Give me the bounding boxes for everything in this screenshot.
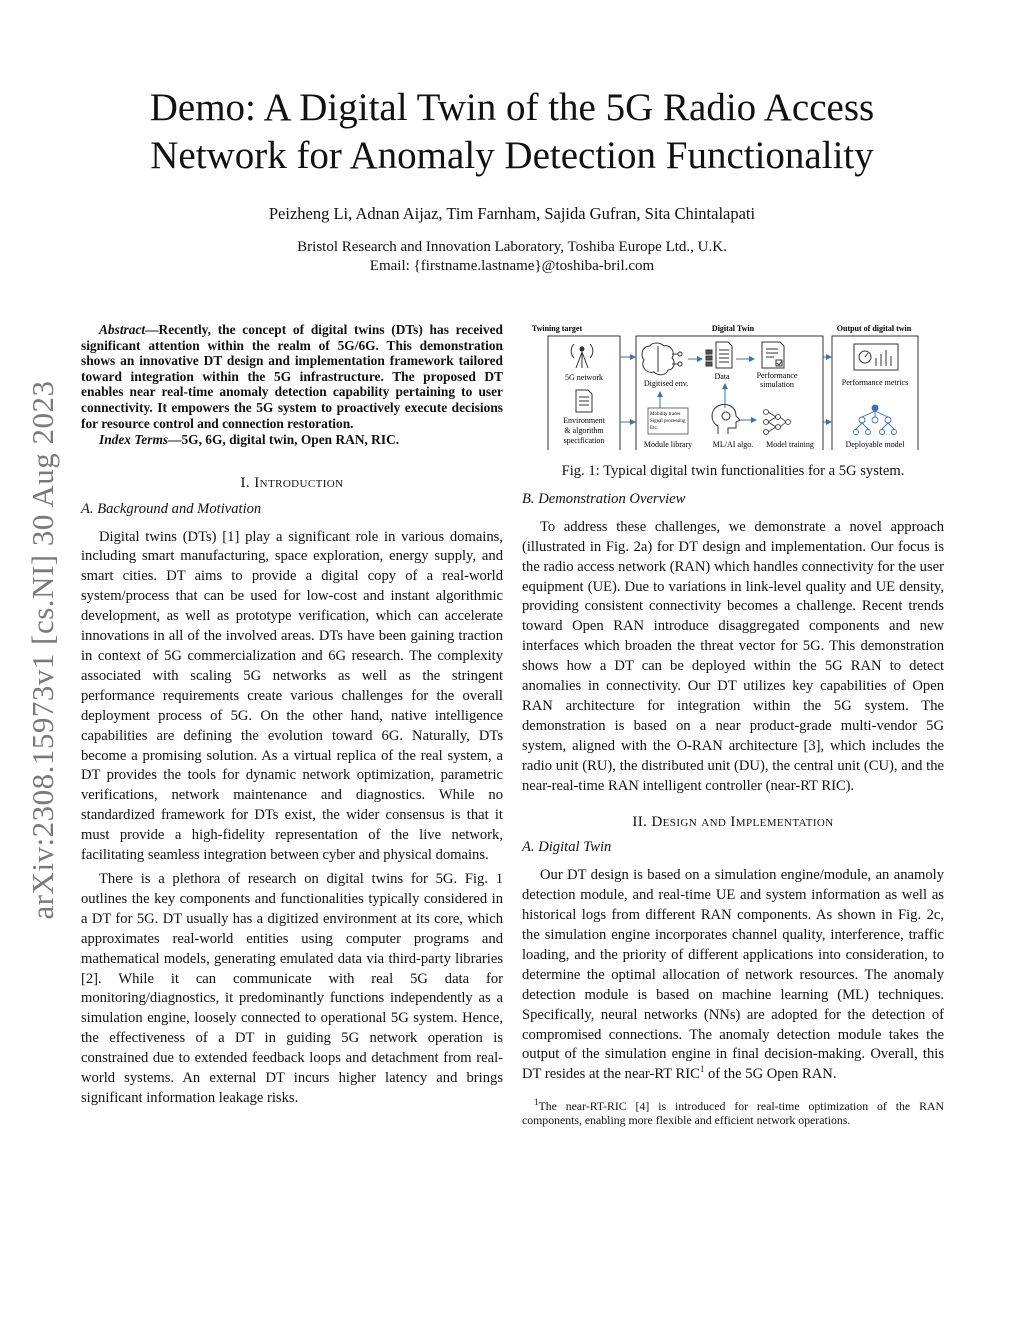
hierarchy-icon	[854, 405, 897, 435]
index-terms	[81, 432, 503, 448]
arxiv-sidebar	[26, 350, 60, 950]
brain-icon	[642, 343, 682, 375]
header-twining-target: Twining target	[531, 324, 583, 333]
subsection-heading-background: A. Background and Motivation	[81, 500, 262, 517]
subsection-heading-digital-twin: A. Digital Twin	[522, 839, 612, 856]
title-line-1: Demo: A Digital Twin of the 5G Radio Access	[149, 86, 875, 129]
footnote	[522, 1099, 944, 1127]
label-deployable-model: Deployable model	[845, 440, 905, 449]
data-icon	[706, 342, 732, 368]
paragraph-text: Our DT design is based on a simulation engine/module, an anamoly detection module, and real-time UE and system information as well as historical logs from different RAN components. As shown in Fig. 2c, the simulation engine incorporates channel quality, interference, traffic loading, and the priority of different applications into consideration, to determine the optimal allocation of network resources. The anomaly detection module is based on machine learning (ML) techniques. Specifically, neural networks (NNs) are adopted for the detection of compromised connections. The anomaly detection module takes the output of the simulation engine in final decision-making. Overall, this DT resides at the near-RT RIC	[522, 867, 944, 1083]
footnote-number: 1	[534, 1097, 539, 1108]
paragraph: There is a plethora of research on digital twins for 5G. Fig. 1 outlines the key components and functionalities typically considered in a DT for 5G. DT usually has a digitized environment at its core, which approximates real-world entities using computer programs and mathematical models, generating emulated data via third-party libraries [2]. While it can communicate with real 5G data for monitoring/diagnostics, it predominantly functions independently as a simulation engine, loosely connected to operational 5G system. Hence, the effectiveness of a DT in guiding 5G network operation is constrained due to extended feedback loops and detachment from real-world systems. An external DT incurs higher latency and brings significant information leakage risks.	[81, 870, 503, 1106]
label-algorithm: & algorithm	[564, 426, 604, 435]
email: Email: {firstname.lastname}@toshiba-bril.com	[369, 258, 655, 274]
header-output: Output of digital twin	[836, 324, 912, 333]
label-5g-network: 5G network	[565, 373, 603, 382]
authors: Peizheng Li, Adnan Aijaz, Tim Farnham, Sajida Gufran, Sita Chintalapati	[268, 204, 756, 223]
network-icon	[764, 410, 791, 435]
figure-1-caption: Fig. 1: Typical digital twin functionalities for a 5G system.	[561, 463, 905, 479]
footnote-marker: 1	[699, 1064, 705, 1075]
label-model-training: Model training	[766, 440, 814, 449]
footnote-text: The near-RT-RIC [4] is introduced for real-time optimization of the RAN components, enabling more flexible and efficient network operations.	[522, 1099, 944, 1128]
paragraph: Digital twins (DTs) [1] play a significant role in various domains, including smart manufacturing, space exploration, energy supply, and smart cities. DT aims to provide a digital copy of a real-world system/process that can be used for low-cost and instant algorithmic development, as well as prototype verification, which can accelerate innovations in all of the involved areas. DTs have been gaining traction in context of 5G commercialization and 6G research. The complexity associated with scaling 5G networks as well as the stringent performance requirements create various challenges for the overall deployment process of 5G. On the other hand, native intelligence capabilities are defining the evolution toward 6G. Naturally, DTs become a promising solution. As a virtual replica of the real system, a DT provides the tools for dynamic network optimization, parametric verifications, network maintenance and diagnostics. While no standardized framework for DTs exist, the wider consensus is that it must provide a high-fidelity representation of the live network, facilitating seamless integration between cyber and physical domains.	[81, 528, 503, 864]
document-icon	[576, 390, 592, 412]
subsection-heading-demonstration: B. Demonstration Overview	[522, 490, 686, 507]
figure-1	[522, 322, 944, 450]
section-heading-introduction: I. Introduction	[240, 474, 344, 491]
affiliation-block	[60, 238, 964, 276]
abstract	[81, 322, 503, 431]
label-environment: Environment	[563, 416, 605, 425]
paragraph-text-end: of the 5G Open RAN.	[704, 1066, 837, 1083]
paragraph	[522, 866, 944, 1085]
label-specification: specification	[563, 436, 605, 445]
label-mobility: Mobility traces	[650, 412, 681, 417]
checklist-icon	[762, 342, 784, 368]
label-performance-metrics: Performance metrics	[841, 378, 909, 387]
abstract-text: —Recently, the concept of digital twins (DTs) has received significant attention within the realm of 5G/6G. This demonstration shows an innovative DT design and implementation framework tailored toward integration within the 5G infrastructure. The proposed DT enables near real-time anomaly detection capability pertaining to user connectivity. It empowers the 5G system to proactively execute decisions for resource control and connection restoration.	[81, 322, 503, 431]
title-line-2: Network for Anomaly Detection Functionality	[150, 134, 874, 177]
label-performance: Performance	[756, 371, 798, 380]
affiliation: Bristol Research and Innovation Laboratory, Toshiba Europe Ltd., U.K.	[297, 239, 727, 255]
gear-head-icon	[712, 404, 740, 434]
right-column	[522, 322, 944, 1127]
box-digital-twin	[636, 336, 823, 450]
header-digital-twin: Digital Twin	[711, 324, 755, 333]
antenna-icon	[571, 344, 593, 368]
figure-1-diagram	[522, 322, 944, 450]
index-terms-text: —5G, 6G, digital twin, Open RAN, RIC.	[168, 432, 400, 448]
label-signal: Signal processing	[650, 419, 686, 424]
paper-title	[60, 84, 964, 180]
arxiv-id: arXiv:2308.15973v1 [cs.NI] 30 Aug 2023	[25, 380, 60, 920]
label-module-library: Module library	[643, 440, 693, 449]
box-output	[832, 336, 918, 450]
section-heading-design: II. Design and Implementation	[632, 813, 834, 830]
label-etc: Etc.	[650, 426, 658, 431]
label-ml-ai: ML/AI algo.	[712, 440, 754, 449]
label-digitised-env: Digitised env.	[643, 379, 689, 388]
label-simulation: simulation	[760, 380, 794, 389]
paragraph: To address these challenges, we demonstrate a novel approach (illustrated in Fig. 2a) for DT design and implementation. Our focus is the radio access network (RAN) which handles connectivity for the user equipment (UE). Due to variations in link-level quality and UE density, providing consistent connectivity becomes a challenge. Recent trends toward Open RAN introduce disaggregated components and new interfaces which broaden the threat vector for 5G. This demonstration shows how a DT can be deployed within the 5G RAN to detect anomalies in connectivity. Our DT utilizes key capabilities of Open RAN architecture for integration within the 5G system. The demonstration is based on a near product-grade multi-vendor 5G system, aligned with the O-RAN architecture [3], which includes the radio unit (RU), the distributed unit (DU), the central unit (CU), and the near-real-time RAN intelligent controller (near-RT RIC).	[522, 518, 944, 794]
abstract-lead: Abstract	[99, 322, 146, 337]
dashboard-icon	[854, 344, 898, 370]
index-terms-lead: Index Terms	[99, 432, 169, 448]
left-column	[81, 322, 503, 1109]
label-data: Data	[714, 372, 730, 381]
